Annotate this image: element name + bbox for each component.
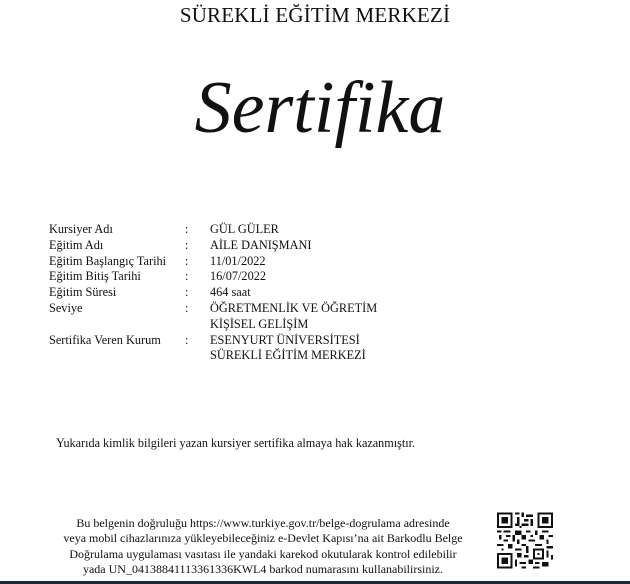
detail-colon: : (185, 300, 189, 315)
qr-code (497, 512, 553, 569)
detail-value: 464 saat (210, 285, 251, 300)
verification-line: Doğrulama uygulaması vasıtası ile yandaki karekod okutularak kontrol edilebilir (69, 546, 457, 561)
detail-colon: : (185, 269, 189, 284)
detail-label: Eğitim Süresi (49, 285, 117, 300)
verification-line: Bu belgenin doğruluğu https://www.turkiye.gov.tr/belge-dogrulama adresinde (76, 516, 450, 530)
sertifika-script-icon (195, 54, 445, 166)
detail-label: Eğitim Adı (49, 237, 104, 252)
detail-row-kursiyer-adi (49, 222, 377, 238)
svg-text:Sertifika: Sertifika (195, 67, 445, 149)
detail-label: Seviye (49, 300, 83, 315)
detail-row-bitis-tarihi (49, 269, 377, 285)
detail-label: Sertifika Veren Kurum (49, 332, 161, 347)
detail-value: ESENYURT ÜNİVERSİTESİ (210, 332, 360, 347)
certificate-script-title (195, 54, 445, 166)
detail-colon: : (185, 285, 189, 300)
detail-label: Eğitim Bitiş Tarihi (49, 269, 141, 284)
verification-line: veya mobil cihazlarınıza yükleyebileceğiniz e-Devlet Kapısı’na ait Barkodlu Belge (63, 531, 463, 546)
detail-colon: : (185, 332, 189, 347)
detail-value: GÜL GÜLER (210, 222, 279, 236)
detail-value: KİŞİSEL GELİŞİM (210, 316, 309, 331)
detail-value: SÜREKLİ EĞİTİM MERKEZİ (210, 348, 366, 363)
qr-code-icon (497, 512, 553, 569)
eligibility-statement: Yukarıda kimlik bilgileri yazan kursiyer sertifika almaya hak kazanmıştır. (56, 436, 416, 450)
detail-row-veren-kurum (49, 333, 377, 365)
detail-value: ÖĞRETMENLİK VE ÖĞRETİM (210, 300, 378, 315)
detail-label: Eğitim Başlangıç Tarihi (49, 253, 167, 268)
detail-row-baslangic-tarihi (49, 254, 377, 270)
detail-colon: : (185, 222, 189, 236)
detail-label: Kursiyer Adı (49, 222, 113, 236)
detail-value: AİLE DANIŞMANI (210, 237, 312, 252)
certificate-details (49, 222, 377, 364)
detail-value: 11/01/2022 (210, 253, 266, 268)
detail-row-egitim-adi (49, 238, 377, 254)
detail-colon: : (185, 253, 189, 268)
verification-text (40, 516, 486, 577)
detail-row-seviye (49, 301, 377, 333)
verification-line: yada UN_04138841113361336KWL4 barkod numarasını kullanabilirsiniz. (82, 561, 444, 576)
detail-value: 16/07/2022 (210, 269, 267, 284)
header-title: SÜREKLİ EĞİTİM MERKEZİ (179, 3, 451, 27)
detail-colon: : (185, 237, 189, 252)
detail-row-egitim-suresi (49, 285, 377, 301)
